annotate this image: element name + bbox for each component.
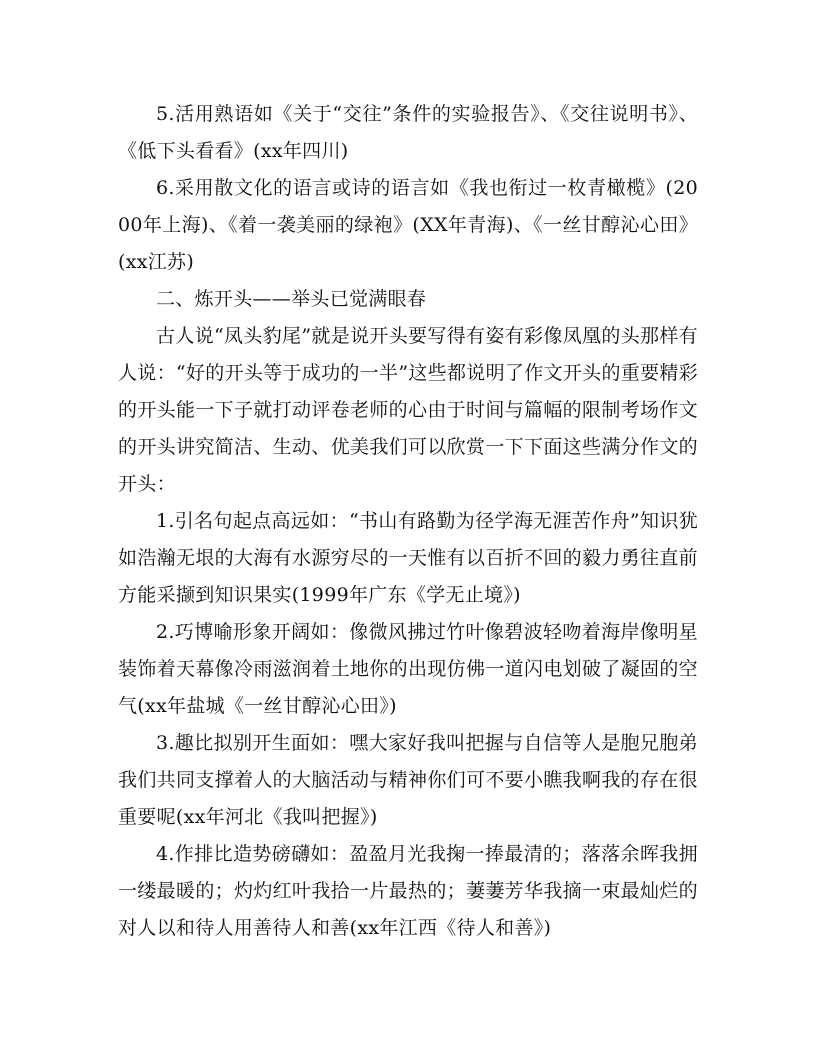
paragraph-item-2-metaphor: 2.巧博喻形象开阔如：像微风拂过竹叶像碧波轻吻着海岸像明星装饰着天幕像冷雨滋润着土地你的出现仿佛一道闪电划破了凝固的空气(xx年盐城《一丝甘醇沁心田》) bbox=[118, 621, 698, 717]
paragraph-item-1-quote: 1.引名句起点高远如：“书山有路勤为径学海无涯苦作舟”知识犹如浩瀚无垠的大海有水源穷尽的一天惟有以百折不回的毅力勇往直前方能采撷到知识果实(1999年广东《学无止境》) bbox=[118, 510, 698, 606]
paragraph-opening-intro: 古人说“凤头豹尾”就是说开头要写得有姿有彩像凤凰的头那样有人说：“好的开头等于成功的一半”这些都说明了作文开头的重要精彩的开头能一下子就打动评卷老师的心由于时间与篇幅的限制考场作文的开头讲究简洁、生动、优美我们可以欣赏一下下面这些满分作文的开头： bbox=[118, 325, 698, 495]
document-body bbox=[118, 96, 698, 947]
paragraph-item-3-personification: 3.趣比拟别开生面如：嘿大家好我叫把握与自信等人是胞兄胞弟我们共同支撑着人的大脑活动与精神你们可不要小瞧我啊我的存在很重要呢(xx年河北《我叫把握》) bbox=[118, 732, 698, 828]
paragraph-item-4-parallelism: 4.作排比造势磅礴如：盈盈月光我掬一捧最清的；落落余晖我拥一缕最暖的；灼灼红叶我拾一片最热的；萋萋芳华我摘一束最灿烂的对人以和待人用善待人和善(xx年江西《待人和善》) bbox=[118, 843, 698, 939]
paragraph-item-5-idioms: 5.活用熟语如《关于“交往”条件的实验报告》、《交往说明书》、《低下头看看》(xx年四川) bbox=[118, 103, 698, 162]
section-heading-opening: 二、炼开头——举头已觉满眼春 bbox=[156, 288, 427, 310]
paragraph-item-6-prose-language: 6.采用散文化的语言或诗的语言如《我也衔过一枚青橄榄》(2000年上海)、《着一袭美丽的绿袍》(XX年青海)、《一丝甘醇沁心田》(xx江苏) bbox=[118, 177, 698, 273]
